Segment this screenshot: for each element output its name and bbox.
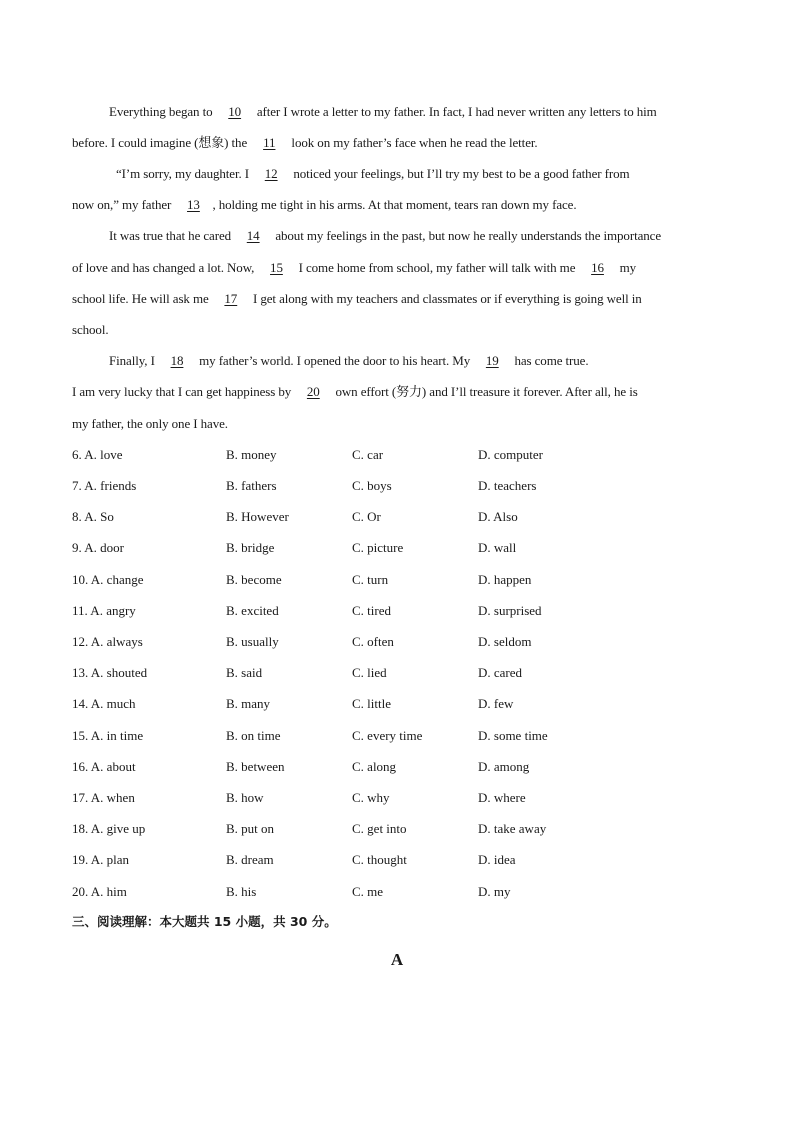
option-d: D. cared	[478, 665, 523, 680]
option-a: 10. A. change	[72, 572, 144, 587]
passage-line-7	[72, 290, 722, 308]
option-b: B. become	[226, 572, 282, 587]
option-b: B. many	[226, 696, 271, 711]
blank-20: 20	[306, 384, 320, 399]
option-d: D. surprised	[478, 603, 542, 618]
option-a: 7. A. friends	[72, 478, 137, 493]
option-a: 17. A. when	[72, 790, 135, 805]
option-d: D. happen	[478, 572, 532, 587]
passage-line-2	[72, 134, 722, 152]
passage-line-9	[72, 352, 722, 370]
passage-line-5	[72, 227, 722, 245]
blank-14: 14	[246, 228, 260, 243]
passage-line-11	[72, 415, 722, 433]
blank-11: 11	[263, 135, 276, 150]
option-c: C. along	[352, 759, 397, 774]
option-b: B. between	[226, 759, 285, 774]
option-d: D. teachers	[478, 478, 537, 493]
blank-12: 12	[264, 166, 278, 181]
part-heading: A	[390, 950, 404, 969]
question-row	[72, 727, 722, 745]
option-a: 9. A. door	[72, 540, 124, 555]
option-a: 14. A. much	[72, 696, 136, 711]
question-row	[72, 695, 722, 713]
option-b: B. fathers	[226, 478, 277, 493]
option-a: 11. A. angry	[72, 603, 136, 618]
passage-text: , holding me tight in his arms. At that moment, tears ran down my face.	[212, 197, 577, 212]
passage-line-10	[72, 383, 722, 401]
option-c: C. boys	[352, 478, 392, 493]
question-row	[72, 851, 722, 869]
passage-text: I am very lucky that I can get happiness by	[72, 384, 295, 399]
option-a: 12. A. always	[72, 634, 143, 649]
question-row	[72, 477, 722, 495]
question-row	[72, 883, 722, 901]
option-a: 13. A. shouted	[72, 665, 148, 680]
option-c: C. turn	[352, 572, 389, 587]
passage-line-1	[72, 103, 722, 121]
option-b: B. how	[226, 790, 264, 805]
passage-text: my father’s world. I opened the door to his heart. My	[195, 353, 474, 368]
option-d: D. my	[478, 884, 511, 899]
option-d: D. Also	[478, 509, 518, 524]
option-d: D. some time	[478, 728, 548, 743]
option-b: B. excited	[226, 603, 279, 618]
option-a: 15. A. in time	[72, 728, 144, 743]
option-d: D. few	[478, 696, 514, 711]
option-b: B. However	[226, 509, 289, 524]
blank-18: 18	[170, 353, 184, 368]
passage-line-8	[72, 321, 722, 339]
passage-text: look on my father’s face when he read the letter.	[288, 135, 538, 150]
option-b: B. said	[226, 665, 263, 680]
option-c: C. Or	[352, 509, 381, 524]
question-row	[72, 571, 722, 589]
option-a: 6. A. love	[72, 447, 123, 462]
question-row	[72, 508, 722, 526]
blank-16: 16	[591, 260, 604, 275]
option-d: D. take away	[478, 821, 547, 836]
passage-text: school.	[72, 322, 109, 337]
passage-text: own effort (努力) and I’ll treasure it forever. After all, he is	[332, 384, 638, 399]
passage-text: my father, the only one I have.	[72, 416, 228, 431]
option-a: 18. A. give up	[72, 821, 146, 836]
blank-15: 15	[270, 260, 283, 275]
option-b: B. bridge	[226, 540, 275, 555]
passage-text: my	[616, 260, 637, 275]
passage-text: has come true.	[511, 353, 589, 368]
option-d: D. seldom	[478, 634, 532, 649]
option-b: B. usually	[226, 634, 279, 649]
option-b: B. his	[226, 884, 257, 899]
passage-text: “I’m sorry, my daughter. I	[116, 166, 253, 181]
option-c: C. tired	[352, 603, 391, 618]
option-d: D. among	[478, 759, 530, 774]
option-c: C. every time	[352, 728, 423, 743]
passage-text: before. I could imagine (想象) the	[72, 135, 251, 150]
passage-text: school life. He will ask me	[72, 291, 212, 306]
passage-text: I get along with my teachers and classmates or if everything is going well in	[249, 291, 642, 306]
passage-text: It was true that he cared	[109, 228, 235, 243]
option-c: C. thought	[352, 852, 407, 867]
question-row	[72, 633, 722, 651]
question-row	[72, 664, 722, 682]
section-heading: 三、阅读理解：本大题共 15 小题，共 30 分。	[72, 914, 337, 929]
blank-19: 19	[485, 353, 499, 368]
question-row	[72, 820, 722, 838]
passage-line-6	[72, 259, 722, 277]
option-d: D. computer	[478, 447, 543, 462]
question-row	[72, 539, 722, 557]
question-row	[72, 789, 722, 807]
passage-text: now on,” my father	[72, 197, 175, 212]
option-b: B. on time	[226, 728, 281, 743]
passage-text: after I wrote a letter to my father. In fact, I had never written any letters to him	[253, 104, 657, 119]
option-c: C. lied	[352, 665, 387, 680]
passage-text: Finally, I	[109, 353, 158, 368]
option-a: 8. A. So	[72, 509, 114, 524]
question-row	[72, 758, 722, 776]
question-row	[72, 602, 722, 620]
passage-line-3	[72, 165, 722, 183]
option-d: D. idea	[478, 852, 516, 867]
option-c: C. car	[352, 447, 384, 462]
blank-13: 13	[187, 197, 200, 212]
option-c: C. often	[352, 634, 394, 649]
option-a: 20. A. him	[72, 884, 127, 899]
passage-text: Everything began to	[109, 104, 216, 119]
option-b: B. dream	[226, 852, 274, 867]
option-a: 16. A. about	[72, 759, 136, 774]
option-b: B. put on	[226, 821, 275, 836]
option-d: D. wall	[478, 540, 517, 555]
passage-text: of love and has changed a lot. Now,	[72, 260, 258, 275]
passage-line-4	[72, 196, 722, 214]
option-b: B. money	[226, 447, 277, 462]
passage-text: I come home from school, my father will talk with me	[295, 260, 579, 275]
option-c: C. little	[352, 696, 391, 711]
question-row	[72, 446, 722, 464]
option-c: C. get into	[352, 821, 407, 836]
option-d: D. where	[478, 790, 526, 805]
blank-17: 17	[224, 291, 238, 306]
blank-10: 10	[228, 104, 242, 119]
passage-text: about my feelings in the past, but now he really understands the importance	[272, 228, 661, 243]
option-c: C. me	[352, 884, 384, 899]
option-c: C. why	[352, 790, 390, 805]
passage-text: noticed your feelings, but I’ll try my best to be a good father from	[290, 166, 630, 181]
option-a: 19. A. plan	[72, 852, 130, 867]
option-c: C. picture	[352, 540, 404, 555]
